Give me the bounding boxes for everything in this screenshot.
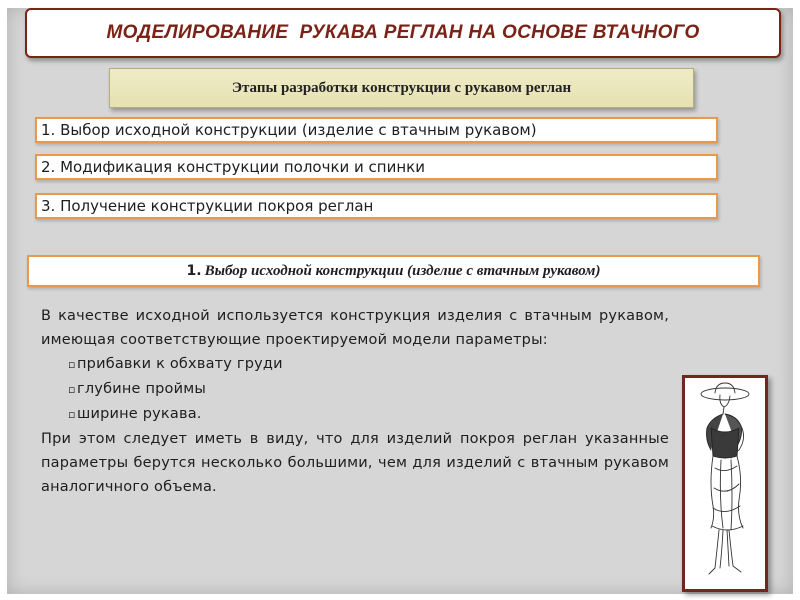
list-item <box>68 352 669 377</box>
list-item-text: глубине проймы <box>77 381 207 397</box>
slide-title: МОДЕЛИРОВАНИЕ РУКАВА РЕГЛАН НА ОСНОВЕ ВТАЧНОГО <box>25 8 781 58</box>
conclusion-paragraph: При этом следует иметь в виду, что для изделий покроя реглан указанные параметры берутся несколько большими, чем для изделий с втачным рукавом аналогичного объема. <box>41 431 669 495</box>
list-item-text: прибавки к обхвату груди <box>77 356 283 372</box>
square-bullet-icon: ▫ <box>68 408 76 421</box>
intro-paragraph: В качестве исходной используется конструкция изделия с втачным рукавом, имеющая соответствующие проектируемой модели параметры: <box>41 308 669 348</box>
section-title: Выбор исходной конструкции (изделие с втачным рукавом) <box>204 262 601 279</box>
step-3: 3. Получение конструкции покроя реглан <box>35 193 718 219</box>
body-text <box>41 304 669 499</box>
section-number: 1. <box>186 263 202 279</box>
stages-subtitle: Этапы разработки конструкции с рукавом реглан <box>109 68 694 108</box>
section-heading <box>27 255 760 287</box>
square-bullet-icon: ▫ <box>68 358 76 371</box>
parameter-list <box>41 352 669 427</box>
fashion-sketch-frame <box>682 375 768 592</box>
step-1: 1. Выбор исходной конструкции (изделие с втачным рукавом) <box>35 117 718 143</box>
list-item <box>68 402 669 427</box>
square-bullet-icon: ▫ <box>68 383 76 396</box>
fashion-sketch-icon <box>685 378 765 589</box>
list-item-text: ширине рукава. <box>77 406 202 422</box>
step-2: 2. Модификация конструкции полочки и спинки <box>35 154 718 180</box>
list-item <box>68 377 669 402</box>
